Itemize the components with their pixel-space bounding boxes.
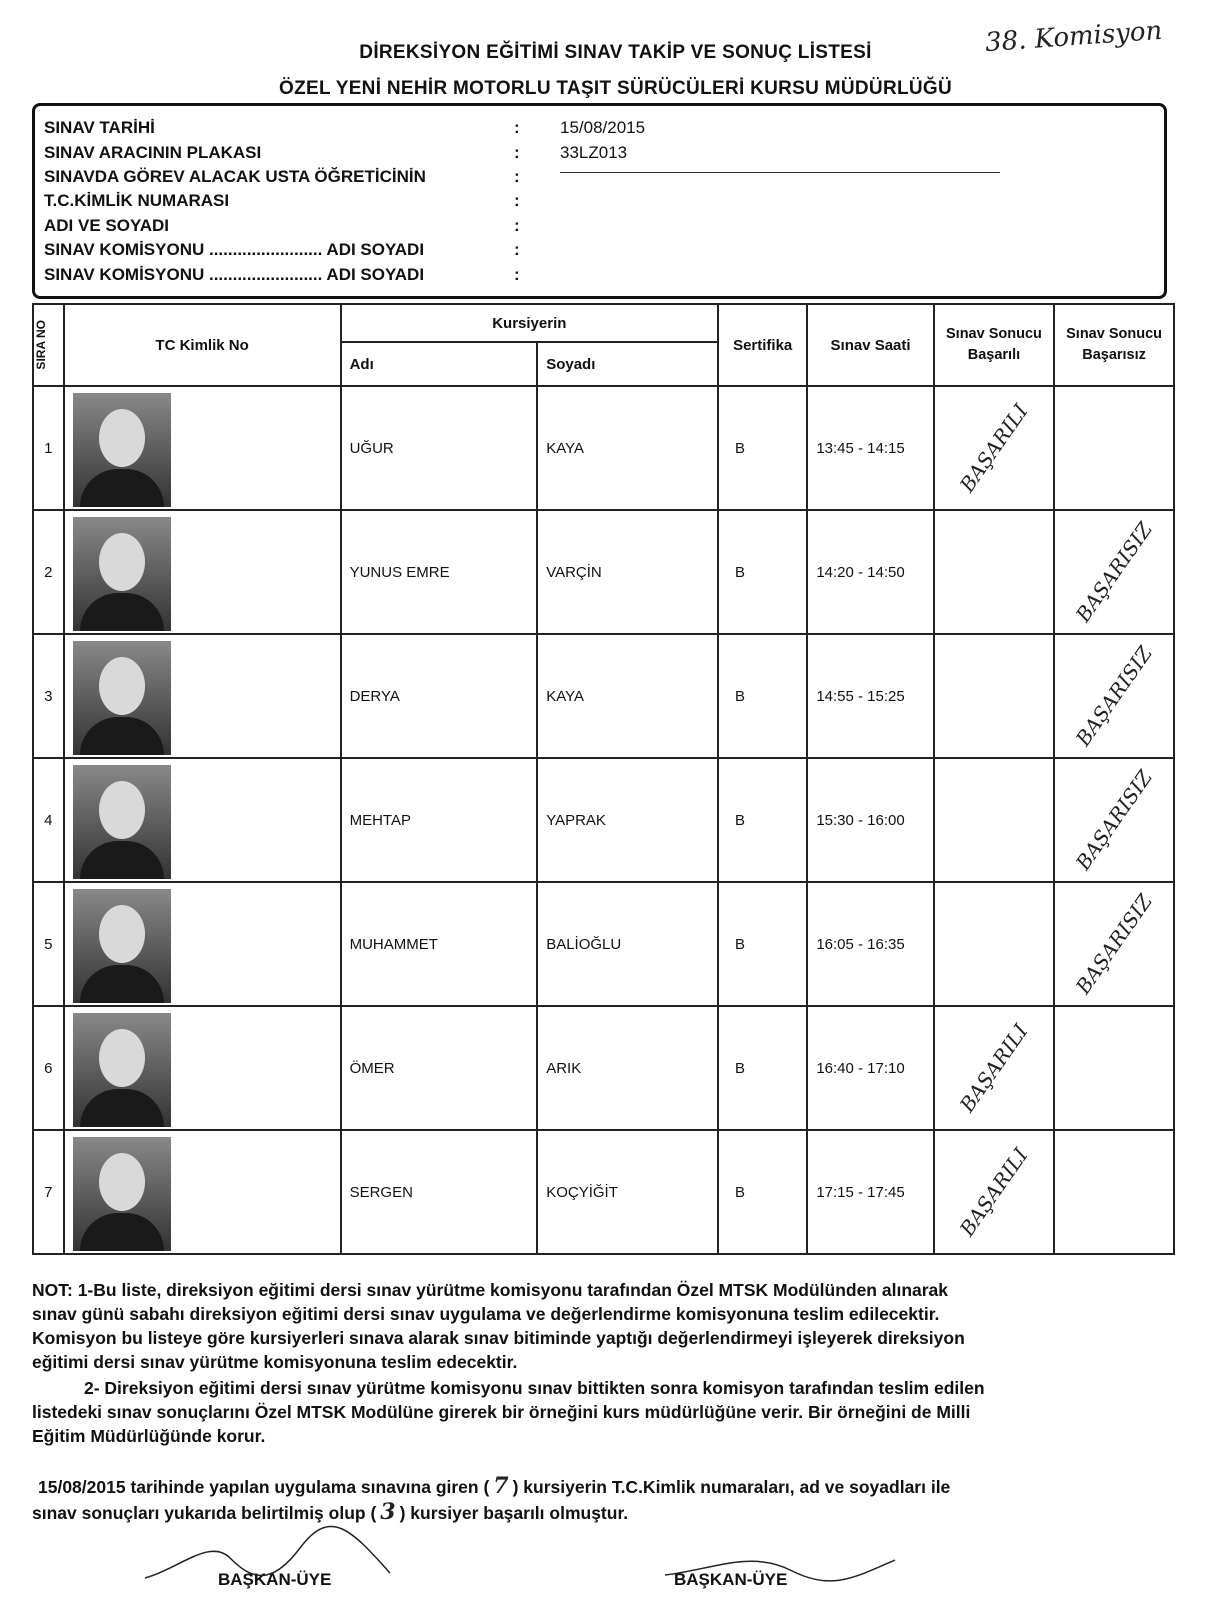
info-label-instructor: SINAVDA GÖREV ALACAK USTA ÖĞRETİCİNİN [44,167,426,186]
handwritten-result: BAŞARILI [955,1143,1033,1241]
header-kursiyer: Kursiyerin [341,304,718,342]
certificate-class: B [718,386,807,510]
info-colon: : [514,216,520,235]
last-name: BALİOĞLU [537,882,718,1006]
signer-left: BAŞKAN-ÜYE [218,1570,332,1589]
note-1-line-3: Komisyon bu listeye göre kursiyerleri sınava alarak sınav bitiminde yaptığı değerlendirmeyi işleyerek direksiyon [32,1328,965,1348]
result-passed [934,386,1054,510]
row-number: 2 [33,510,64,634]
result-failed [1054,758,1174,882]
handwritten-total-count: 7 [493,1473,509,1499]
info-label-name: ADI VE SOYADI [44,216,170,235]
student-photo [73,1137,171,1251]
note-1-line-1: NOT: 1-Bu liste, direksiyon eğitimi dersi sınav yürütme komisyonu tarafından Özel MTSK Modülünden alınarak [32,1280,949,1300]
info-label-tc: T.C.KİMLİK NUMARASI [44,191,230,210]
header-soyadi: Soyadı [537,342,718,386]
tc-photo-cell [64,510,341,634]
header-basarisiz: Sınav Sonucu Başarısız [1054,304,1174,386]
certificate-class: B [718,634,807,758]
divider-line [560,172,1000,173]
row-number: 4 [33,758,64,882]
tc-photo-cell [64,386,341,510]
summary-line-1: 15/08/2015 tarihinde yapılan uygulama sınavına giren ( 7 ) kursiyerin T.C.Kimlik numaraları, ad ve soyadları ile [38,1473,951,1499]
results-table [32,303,1175,1255]
note-2-line-2: listedeki sınav sonuçlarını Özel MTSK Modülüne girerek bir örneğini kurs müdürlüğüne verir. Bir örneğini de Milli [32,1402,971,1422]
exam-time: 15:30 - 16:00 [807,758,933,882]
table-row [33,386,1174,510]
first-name: DERYA [341,634,538,758]
note-1-line-4: eğitimi dersi sınav yürütme komisyonuna teslim edecektir. [32,1352,518,1372]
handwritten-result: BAŞARILI [955,1019,1033,1117]
first-name: MUHAMMET [341,882,538,1006]
certificate-class: B [718,1130,807,1254]
last-name: KOÇYİĞİT [537,1130,718,1254]
exam-time: 13:45 - 14:15 [807,386,933,510]
info-colon: : [514,118,520,137]
exam-time: 16:05 - 16:35 [807,882,933,1006]
last-name: YAPRAK [537,758,718,882]
header-adi: Adı [341,342,538,386]
student-photo [73,1013,171,1127]
exam-time: 16:40 - 17:10 [807,1006,933,1130]
row-number: 3 [33,634,64,758]
tc-photo-cell [64,1130,341,1254]
tc-photo-cell [64,1006,341,1130]
first-name: MEHTAP [341,758,538,882]
table-row [33,634,1174,758]
result-passed [934,758,1054,882]
handwritten-commission-note: 38. Komisyon [984,15,1164,59]
info-colon: : [514,143,520,162]
row-number: 1 [33,386,64,510]
result-failed [1054,386,1174,510]
info-colon: : [514,167,520,186]
signature-left [140,1518,400,1590]
result-passed [934,882,1054,1006]
info-value-plate: 33LZ013 [560,143,628,162]
table-row [33,882,1174,1006]
info-label-commission-2: SINAV KOMİSYONU ........................ ADI SOYADI [44,265,425,284]
table-row [33,1130,1174,1254]
institution-title: ÖZEL YENİ NEHİR MOTORLU TAŞIT SÜRÜCÜLERİ KURSU MÜDÜRLÜĞÜ [278,78,952,99]
signature-right [660,1540,900,1590]
last-name: KAYA [537,386,718,510]
student-photo [73,765,171,879]
result-passed [934,510,1054,634]
result-passed [934,1130,1054,1254]
certificate-class: B [718,758,807,882]
summary-line-2: sınav sonuçları yukarıda belirtilmiş olup ( 3 ) kursiyer başarılı olmuştur. [32,1499,629,1525]
info-label-plate: SINAV ARACININ PLAKASI [44,143,262,162]
result-failed [1054,1006,1174,1130]
result-failed [1054,882,1174,1006]
student-photo [73,517,171,631]
table-row [33,1006,1174,1130]
first-name: SERGEN [341,1130,538,1254]
handwritten-result: BAŞARISIZ [1071,517,1158,627]
student-photo [73,641,171,755]
row-number: 7 [33,1130,64,1254]
first-name: ÖMER [341,1006,538,1130]
certificate-class: B [718,882,807,1006]
info-colon: : [514,191,520,210]
header-basarili: Sınav Sonucu Başarılı [934,304,1054,386]
document-title: DİREKSİYON EĞİTİMİ SINAV TAKİP VE SONUÇ LİSTESİ [359,42,872,63]
certificate-class: B [718,1006,807,1130]
last-name: ARIK [537,1006,718,1130]
certificate-class: B [718,510,807,634]
handwritten-result: BAŞARILI [955,399,1033,497]
table-row [33,510,1174,634]
header-sertifika: Sertifika [718,304,807,386]
header-tc: TC Kimlik No [64,304,341,386]
result-failed [1054,634,1174,758]
handwritten-result: BAŞARISIZ [1071,889,1158,999]
tc-photo-cell [64,634,341,758]
handwritten-result: BAŞARISIZ [1071,765,1158,875]
note-2-line-1: 2- Direksiyon eğitimi dersi sınav yürütme komisyonu sınav bittikten sonra komisyon tarafından teslim edilen [84,1378,985,1398]
handwritten-result: BAŞARISIZ [1071,641,1158,751]
row-number: 6 [33,1006,64,1130]
result-failed [1054,1130,1174,1254]
note-1-line-2: sınav günü sabahı direksiyon eğitimi dersi sınav uygulama ve değerlendirme komisyonuna teslim edilecektir. [32,1304,940,1324]
first-name: UĞUR [341,386,538,510]
student-photo [73,393,171,507]
header-sira: SIRA NO [33,304,64,386]
info-colon: : [514,240,520,259]
last-name: VARÇİN [537,510,718,634]
result-passed [934,1006,1054,1130]
result-failed [1054,510,1174,634]
last-name: KAYA [537,634,718,758]
handwritten-pass-count: 3 [380,1499,396,1525]
note-2-line-3: Eğitim Müdürlüğünde korur. [32,1426,266,1446]
info-value-date: 15/08/2015 [560,118,646,137]
info-label-commission-1: SINAV KOMİSYONU ........................ ADI SOYADI [44,240,425,259]
info-label-date: SINAV TARİHİ [44,118,155,137]
exam-time: 14:20 - 14:50 [807,510,933,634]
table-row [33,758,1174,882]
result-passed [934,634,1054,758]
info-colon: : [514,265,520,284]
first-name: YUNUS EMRE [341,510,538,634]
row-number: 5 [33,882,64,1006]
signer-right: BAŞKAN-ÜYE [674,1570,788,1589]
student-photo [73,889,171,1003]
exam-time: 14:55 - 15:25 [807,634,933,758]
tc-photo-cell [64,758,341,882]
exam-time: 17:15 - 17:45 [807,1130,933,1254]
tc-photo-cell [64,882,341,1006]
header-saat: Sınav Saati [807,304,933,386]
